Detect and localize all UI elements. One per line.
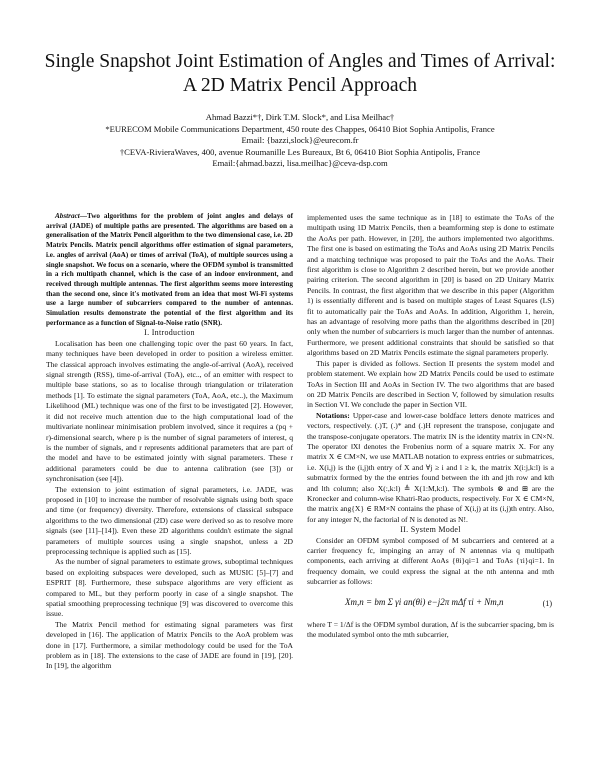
system-model-paragraph: Consider an OFDM symbol composed of M subcarriers and centered at a carrier frequency fc, impinging an array of N antennas via q multipath components, each arriving at different AoAs {θi}qi=1 and ToAs {τi}qi=1. In frequency domain, we could express the signal at the nth antenna and mth subcarrier as follows:	[307, 535, 554, 587]
section-heading-system-model: II. System Model	[400, 525, 461, 535]
abstract-text: —Two algorithms for the problem of joint angles and delays of arrival (JADE) of multiple paths are presented. The algorithms are based on a generalisation of the Matrix Pencil algorithm to the two dimensional case, i.e. 2D Matrix Pencils. Matrix pencil algorithms offer estimation of signal parameters, i.e. angles of arrival (AoA) or times of arrival (ToA), of multiple sources using a single snapshot. We focus on a scenario, where the OFDM symbol is transmitted in a rich multipath channel, which is the case of an indoor environment, and received through multiple antennas. The first algorithm seems more interesting than the second one, since it's motivated from an idea that most Wi-Fi systems use a large number of subcarriers compared to the number of antennas. Simulation results demonstrate the potential of the first algorithm and its performance as a function of Signal-to-Noise ratio (SNR).	[46, 212, 293, 327]
notations-text: Upper-case and lower-case boldface letters denote matrices and vectors, respectively. (.)T, (.)* and (.)H represent the transpose, conjugate and the transpose-conjugate operators. The matrix IN is the identity matrix in CN×N. The operator ‖X‖ denotes the Frobenius norm of a square matrix X. For any matrix X ∈ CM×N, we use MATLAB notation to express entries or submatrices, i.e. X(i,j) is the (i,j)th entry of X and ∀j ≥ i and l ≥ k, the matrix X(i:j,k:l) is a submatrix formed by the the entries found between the ith and jth row and kth and lth column; also X(:,k:l) ≜ X(1:M,k:l). The symbols ⊗ and ⊞ are the Kronecker and column-wise Khatri-Rao products, respectively. For X ∈ CM×N, the matrix ang{X} ∈ RM×N contains the phase of X(i,j) at its (i,j)th entry. Also, for any integer N, the factorial of N is denoted as N!.	[307, 410, 554, 524]
paper-title: Single Snapshot Joint Estimation of Angles and Times of Arrival: A 2D Matrix Pencil Approach	[44, 51, 556, 96]
affiliation-ceva: †CEVA-RivieraWaves, 400, avenue Roumanille Les Bureaux, Bt 6, 06410 Biot Sophia Antipolis, France	[119, 146, 481, 157]
intro-paragraph-5: implemented uses the same technique as in [18] to estimate the ToAs of the multipath using 1D Matrix Pencils, then a beamforming step is done to estimate the AoAs per path. However, in [20], the authors implemented two algorithms. The first one is based on estimating the ToAs and AoAs using 2D Matrix Pencils and a matching technique was proposed to pair the ToAs and the AoAs. Their first algorithm is close to Algorithm 2 described herein, but we provide another pairing criterion. The second algorithm in [20] is based on 2D Unitary Matrix Pencils. In contrast, the first algorithm that we describe in this paper (Algorithm 1) is essentially different and is based on multiple stages of Least Squares (LS) fit to automatically pair the ToAs and AoAs. In addition, Algorithm 1, herein, has an advantage of resolving more paths than the algorithms described in [20] only when the number of subcarriers is much larger than the number of antennas. Furthermore, we present additional constraints that should be satisfied so that algorithms based on 2D Matrix Pencils estimate the signal parameters properly.	[307, 213, 554, 358]
notations-paragraph	[307, 411, 554, 525]
intro-paragraph-6: This paper is divided as follows. Section II presents the system model and problem statement. We explain how 2D Matrix Pencils could be used to estimate ToAs in Section III and AoAs in Section IV. The two algorithms that are based on 2D Matrix Pencils are described in Section V, followed by simulation results in Section VI. We conclude the paper in Section VII.	[307, 358, 554, 410]
section-heading-introduction: I. Introduction	[144, 328, 195, 338]
email-eurecom: Email: {bazzi,slock}@eurecom.fr	[241, 135, 359, 145]
after-equation-text: where T = 1/Δf is the OFDM symbol duration, Δf is the subcarrier spacing, bm is the modulated symbol onto the mth subcarrier,	[307, 619, 554, 640]
equation-body: Xm,n = bm Σ γi an(θi) e−j2π mΔf τi + Nm,n	[345, 596, 504, 607]
email-ceva: Email:{ahmad.bazzi, lisa.meilhac}@ceva-dsp.com	[212, 158, 388, 168]
affiliation-eurecom: *EURECOM Mobile Communications Department, 450 route des Chappes, 06410 Biot Sophia Antipolis, France	[105, 123, 495, 134]
abstract-label: Abstract	[55, 212, 80, 220]
author-names: Ahmad Bazzi*†, Dirk T.M. Slock*, and Lisa Meilhac†	[205, 112, 395, 122]
intro-paragraph-1: Localisation has been one challenging topic over the past 60 years. In fact, many techniques have been developed in order to position a wireless emitter. The classical approach involves estimating the angle-of-arrival (AoA), received signal strength (RSS), time-of-arrival (ToA), etc.., of an emitter with respect to multiple base stations, so as to localise through triangulation or trilateration methods [1]. To estimate the signal parameters (ToA, AoA, etc..), the Maximum Likelihood (ML) technique was one of the first to be investigated [2]. However, it did not receive much attention due to the high computational load of the multivariate nonlinear minimisation problem involved, since it requires a (pq + r)-dimensional search, where p is the number of signal parameters of interest, q is the number of signals, and r represents additional parameters that are part of the model and have to be estimated jointly with signal parameters. These r additional parameters could be due to antenna calibration (see [3]) or synchronisation (see [4]).	[46, 338, 293, 484]
notations-label: Notations:	[316, 410, 350, 420]
left-column	[46, 212, 293, 672]
intro-paragraph-2: The extension to joint estimation of signal parameters, i.e. JADE, was proposed in [10] to increase the number of resolvable signals using both space and time (or frequency) diversity. Therefore, extensions of classical subspace algorithms to the two dimensional (2D) case were derived so as to resolve more signals (see [11]–[14]). Even these 2D algorithms couldn't estimate the signal parameters of multiple sources using a single snapshot, unless a 2D preprocessing technique is applied such as [15].	[46, 484, 293, 556]
intro-paragraph-3: As the number of signal parameters to estimate grows, suboptimal techniques based on exploiting subspaces were developed, such as MUSIC [5]–[7] and ESPRIT [8]. Furthermore, these subspace algorithms are very efficient as compared to ML, but they perform poorly in case of a single snapshot. The spatial smoothing preprocessing technique [9] was discovered to overcome this issue.	[46, 557, 293, 619]
abstract	[46, 212, 293, 328]
right-column	[307, 213, 554, 640]
author-block	[40, 112, 560, 170]
intro-paragraph-4: The Matrix Pencil method for estimating signal parameters was first developed in [16]. The application of Matrix Pencils to the AoA problem was done in [17]. Furthermore, a similar methodology could be used for the ToA problem as in [18]. The extensions to the case of JADE are found in [19], [20]. In [19], the algorithm	[46, 619, 293, 671]
equation-number: (1)	[542, 598, 552, 608]
equation-1	[307, 591, 554, 617]
